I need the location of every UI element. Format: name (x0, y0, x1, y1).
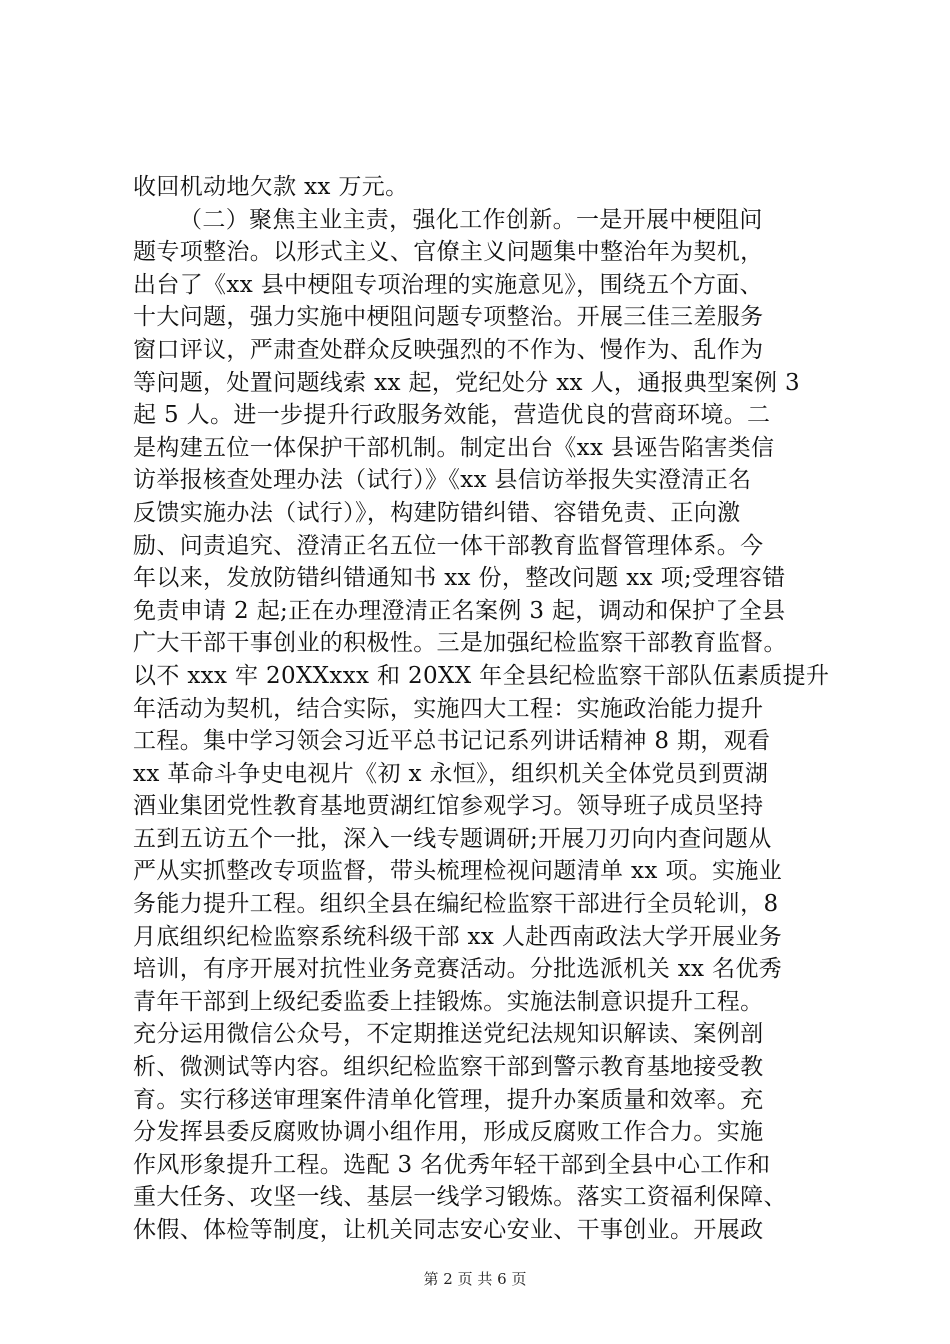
text-line: 出台了《xx 县中梗阻专项治理的实施意见》，围绕五个方面、 (133, 271, 763, 298)
text-line: 窗口评议，严肃查处群众反映强烈的不作为、慢作为、乱作为 (133, 336, 764, 363)
text-line: 严从实抓整改专项监督，带头梳理检视问题清单 xx 项。实施业 (133, 858, 783, 885)
text-line: 务能力提升工程。组织全县在编纪检监察干部进行全员轮训，8 (133, 891, 779, 918)
text-line: 育。实行移送审理案件清单化管理，提升办案质量和效率。充 (133, 1086, 764, 1113)
text-line: 免责申请 2 起;正在办理澄清正名案例 3 起，调动和保护了全县 (133, 597, 786, 624)
text-line: 重大任务、攻坚一线、基层一线学习锻炼。落实工资福利保障、 (133, 1184, 787, 1211)
text-line: 分发挥县委反腐败协调小组作用，形成反腐败工作合力。实施 (133, 1119, 764, 1146)
text-line: 起 5 人。进一步提升行政服务效能，营造优良的营商环境。二 (133, 402, 771, 429)
text-line: 访举报核查处理办法（试行）》《xx 县信访举报失实澄清正名 (133, 467, 752, 494)
text-line: 休假、体检等制度，让机关同志安心安业、干事创业。开展政 (133, 1217, 764, 1243)
text-line: 五到五访五个一批，深入一线专题调研;开展刀刃向内查问题从 (133, 825, 772, 852)
text-line: 充分运用微信公众号，不定期推送党纪法规知识解读、案例剖 (133, 1021, 764, 1048)
text-line: 作风形象提升工程。选配 3 名优秀年轻干部到全县中心工作和 (133, 1151, 771, 1178)
page-footer (0, 1268, 950, 1290)
body-text (133, 171, 833, 1247)
text-line: （二）聚焦主业主责，强化工作创新。一是开展中梗阻问 (179, 206, 763, 233)
text-line: 题专项整治。以形式主义、官僚主义问题集中整治年为契机， (133, 239, 764, 266)
text-line: 青年干部到上级纪委监委上挂锻炼。实施法制意识提升工程。 (133, 988, 764, 1015)
text-line: 是构建五位一体保护干部机制。制定出台《xx 县诬告陷害类信 (133, 434, 775, 461)
text-line: xx 革命斗争史电视片《初 x 永恒》，组织机关全体党员到贾湖 (133, 760, 769, 787)
text-line: 反馈实施办法（试行）》，构建防错纠错、容错免责、正向激 (133, 499, 741, 526)
text-line: 酒业集团党性教育基地贾湖红馆参观学习。领导班子成员坚持 (133, 793, 764, 820)
text-line: 励、问责追究、澄清正名五位一体干部教育监督管理体系。今 (133, 532, 764, 559)
page-number-label: 第 2 页 共 6 页 (423, 1270, 527, 1288)
text-line: 以不 xxx 牢 20XXxxx 和 20XX 年全县纪检监察干部队伍素质提升 (133, 662, 830, 689)
text-line: 年活动为契机，结合实际，实施四大工程：实施政治能力提升 (133, 695, 764, 722)
text-line: 等问题，处置问题线索 xx 起，党纪处分 xx 人，通报典型案例 3 (133, 369, 800, 396)
text-line: 广大干部干事创业的积极性。三是加强纪检监察干部教育监督。 (133, 630, 787, 657)
text-line: 收回机动地欠款 xx 万元。 (133, 174, 409, 200)
text-line: 工程。集中学习领会习近平总书记记系列讲话精神 8 期，观看 (133, 728, 771, 755)
text-line: 培训，有序开展对抗性业务竞赛活动。分批选派机关 xx 名优秀 (133, 956, 783, 983)
text-line: 析、微测试等内容。组织纪检监察干部到警示教育基地接受教 (133, 1054, 764, 1081)
text-line: 月底组织纪检监察系统科级干部 xx 人赴西南政法大学开展业务 (133, 923, 783, 950)
text-line: 年以来，发放防错纠错通知书 xx 份，整改问题 xx 项;受理容错 (133, 565, 786, 592)
text-line: 十大问题，强力实施中梗阻问题专项整治。开展三佳三差服务 (133, 304, 764, 331)
